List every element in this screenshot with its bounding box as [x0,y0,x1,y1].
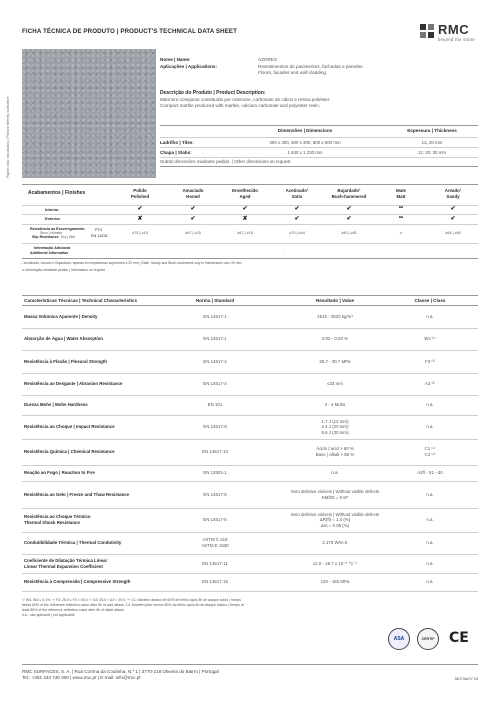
finish-header-en: Satin [291,194,303,199]
finish-header-en: Aged [239,194,251,199]
document-title: FICHA TÉCNICA DE PRODUTO | PRODUCT'S TECHNICAL DATA SHEET [22,28,238,35]
char-name: Resistência à Compressão | Compressive Strength [24,579,131,585]
char-value: 0.02 - 0.03 % [321,336,349,342]
info-note: - [284,248,286,252]
char-header: Características Técnicas | Technical Characteristics [24,298,138,303]
finish-header-pt: Mate [395,188,406,193]
char-value: Δm = 0.05 (%) [320,522,350,528]
slip-value: ≥67 | ≥20 [185,231,201,235]
char-name: Coeficiente de Dilatação Térmica Linear [24,557,108,563]
char-value: Base | alkali > 80 % [315,452,355,457]
interior-mark-icon: ✔ [346,206,352,212]
char-name: Dureza Mohs | Mohs Hardness [24,402,88,408]
footer-line-1: RMC SURFACES, S. A. | Rua Corrina da Coutinha, N.º 1 | 3770-218 Oliveira do Bairro | Portugal [22,669,219,674]
rmc-logo [420,22,478,48]
description-label: Descrição do Produto | Product Description: [160,90,266,96]
exterior-mark-icon: ✘ [137,216,143,222]
char-standard: EN 14617-6 [203,517,227,523]
interior-mark-icon: ✔ [294,206,300,212]
finishes-label: Acabamentos | Finishes [28,190,86,196]
document-code: M073a/07.04 [455,676,479,681]
slip-label-sub-en: Dry | Wet [61,235,76,239]
certif-badge-icon: CERTIF [417,628,439,650]
finish-header-en: Sandy [446,194,460,199]
char-class: A2fl - S1 - d0 [417,470,443,476]
char-class: C4 ⁽⁴⁾ [424,452,436,457]
footnote-1: ⁽¹⁾ W4: W4 ≤ 0,1%; ⁽²⁾ F3: 25,0 ≤ F3 < 40,0; ⁽³⁾ A3: 33,0 < A3 < 29,0; ⁽⁴⁾ C1: Mantém abaixo de 60% de brilho após 8h de ataque ácido | Keeps [22,598,241,602]
char-name: Resistência Química | Chemical Resistance [24,449,115,455]
footnote-4: n.a.: não aplicável | not applicable [22,613,75,617]
applications-label: Aplicações | Applications: [160,64,218,69]
result-header: Resultado | Value [315,298,355,303]
char-standard: EN 14617-1 [203,314,227,320]
char-class: n.a. [426,517,434,523]
char-class: n.a. [426,424,434,430]
slabs-dimensions: 1 630 x 1 230 mm [287,150,323,155]
exterior-mark-icon: ✘ [242,216,248,222]
footnote-2: below 60% of the reference reflection value after 8h of acid attack; C4: Mantém pelo menos 80% do brilho após 8h de ataque básico | Keeps at [22,603,244,607]
finish-header-pt: Areado¹ [444,188,462,193]
name-label: Nome | Name: [160,57,191,62]
finish-header-en: Matt [396,194,406,199]
char-standard: EN 14617-2 [203,358,227,364]
char-value: Sem defeitos visíveis | Without visible defects [290,511,380,517]
tiles-thickness: 12, 20 mm [421,140,443,145]
char-value: Ácido | acid > 60 % [316,446,354,452]
char-name: Condutibilidade Térmica | Thermal Condutivity [24,540,122,546]
exterior-mark-icon: ✔ [190,216,196,222]
applications-value-pt: Revestimentos de pavimentos, fachadas e paredes. [258,64,364,69]
finish-header-pt: Polido [133,188,147,193]
char-class: n.a. [426,314,434,320]
ce-mark-icon: CE [449,630,469,646]
char-standard: EN 14617-4 [203,381,227,387]
char-value: Sem defeitos visíveis | Without visible defects [290,488,380,494]
char-class: F3 ⁽²⁾ [425,358,435,364]
row-interior-label: Interior [45,207,59,212]
char-class: n.a. [426,560,434,566]
finishes-note-1: ¹ Acetinado, Areado e Bujardado: apenas em espessuras superiores a 20 mm | Satin, Sandy and Bush-hammered only in thicknesses over 20 mm [22,261,242,265]
interior-mark-icon: ✔ [450,206,456,212]
thickness-header: Espessura | Thickness [407,128,457,133]
char-standard: EN 14617-15 [202,579,228,585]
finish-header-pt: Envelhecido [232,188,258,193]
finish-header-pt: Bujardado¹ [337,188,361,193]
footnote-3: least 80% of the reference reflection value after 8h of alkali attack; [22,608,125,612]
dims-header: Dimensões | Dimensions [277,128,333,133]
slabs-label: Chapa | Slabs: [160,150,192,155]
slip-label-en: Slip Resistance [32,235,59,239]
char-value: n.a. [331,470,339,476]
finishes-note-2: •• Informação mediante pedido | Information on request [22,268,105,272]
slip-value: ≥70 | ≥44 [289,231,305,235]
photo-caption: Figura não vinculativa | Picture Merely Indicative [6,96,10,178]
info-label-en: Additional Information [30,251,69,255]
description-pt: Mármore compacto constituído por mármore, carbonato de cálcio e resina poliéster. [160,97,331,102]
tiles-label: Ladrilho | Tiles: [160,140,194,145]
slip-value: ≥75 | ≥10 [132,231,148,235]
slip-value: ≥64 | ≥60 [445,231,461,235]
finish-header-en: Bush-hammered [331,194,367,199]
logo-word: RMC [438,22,470,37]
char-value: 2.175 W/m.K [322,540,348,546]
char-name: Resistência ao Desgaste | Abrasion Resistance [24,381,123,387]
slip-value: ≥90 | ≥81 [341,231,357,235]
char-value: KMf25 = 0.97 [321,494,349,500]
slip-std-1: PTV [95,228,103,232]
char-value: ΔR(fl) = 1.4 (%) [319,517,351,523]
char-standard: EN 14617-9 [203,424,227,430]
norm-header: Norma | Standard [195,298,235,303]
char-value: 120 - 150 MPa [320,579,350,585]
logo-tagline: beyond the stone [438,37,475,42]
interior-mark-icon: ✔ [242,206,248,212]
slip-label-sub-pt: Seco | Húmido [40,231,63,235]
char-name: Absorção de Água | Water Absorption [24,336,103,342]
char-name: Reação ao Fogo | Reaction to Fire [24,470,95,476]
dims-note: Outras dimensões mediante pedido. | Other dimensions on request [160,159,291,164]
class-header: Classe | Class [414,298,446,303]
asa-badge-icon: ASA [388,628,410,650]
exterior-mark-icon: ✔ [294,216,300,222]
char-standard: EN 101 [207,402,223,408]
exterior-mark-icon: ✔ [450,216,456,222]
char-name: Thermal Shock Resistance [24,520,80,525]
char-standard: ASTM C 518 [202,537,228,543]
char-name: Resistência ao Choque Térmico [24,514,91,520]
char-standard: EN 13501-1 [203,470,227,476]
finish-header-pt: Acetinado¹ [285,188,309,193]
exterior-mark-icon: •• [398,215,404,221]
char-class: n.a. [426,540,434,546]
char-class: C1 ⁽⁴⁾ [424,446,436,452]
char-standard: EN 14617-1 [203,336,227,342]
finish-header-en: Honed [186,194,200,199]
interior-mark-icon: ✔ [190,206,196,212]
char-class: W4 ⁽¹⁾ [424,336,436,342]
char-standard: EN 14617-11 [202,560,228,566]
interior-mark-icon: ✔ [137,206,143,212]
char-value: 1.7 J (12 mm) [321,418,349,424]
finish-header-pt: Amaciado [182,188,204,193]
char-name: Resistência à Flexão | Flexural Strength [24,358,107,364]
applications-value-en: Floors, facades and wall cladding. [258,70,328,75]
char-name: Resistência ao Choque | Impact Resistance [24,424,115,430]
slip-value: •• [399,231,403,235]
char-standard: ASTM E 1530 [201,543,229,548]
slip-value: ≥67 | ≥15 [237,231,253,235]
footer-line-2: Tel.: +351 234 740 400 | www.rmc.pt | E-mail: info@rmc.pt [22,675,141,681]
char-standard: EN 14617-10 [202,449,228,455]
product-photo [22,49,156,178]
row-exterior-label: Exterior [45,216,61,221]
char-value: 3 - 4 Mohs [324,402,346,408]
char-value: 2515 - 2520 kg/m³ [317,314,353,320]
slabs-thickness: 12, 20, 30 mm [417,150,447,155]
exterior-mark-icon: ✔ [346,216,352,222]
finish-header-en: Polished [130,194,150,199]
char-name: Massa Volúmica Aparente | Density [24,314,98,320]
description-en: Compact marble produced with marble, calcium carbonate and polyester resin. [160,103,321,108]
char-value: 2.4 J (20 mm) [321,424,349,430]
name-value: AZORES [258,57,277,62]
char-value: 12.0 - 18.7 x 10⁻⁶ °C⁻¹ [312,560,358,566]
info-label-pt: Informação Adicional [34,246,71,250]
tiles-dimensions: 300 x 300, 600 x 300, 600 x 600 mm [269,140,341,145]
char-name: Resistência ao Gelo | Freeze and Thaw Resistance [24,491,130,497]
interior-mark-icon: •• [398,205,404,211]
char-value: 28.7 - 30.7 MPa [319,358,351,364]
char-class: n.a. [426,491,434,497]
slip-label-pt: Resistência ao Escorregamento [30,227,85,231]
char-standard: EN 14617-5 [203,491,227,497]
char-class: A3 ⁽³⁾ [424,381,436,387]
char-value: 5.6 J (30 mm) [321,429,349,435]
logo-mark-icon [420,24,435,39]
char-class: n.a. [426,402,434,408]
char-name: Linear Thermal Expansion Coefficient [24,563,103,569]
char-value: ≤33 mm [327,381,343,387]
char-class: n.a. [426,579,434,585]
slip-std-2: EN 14231 [91,234,108,238]
footer [22,669,219,681]
